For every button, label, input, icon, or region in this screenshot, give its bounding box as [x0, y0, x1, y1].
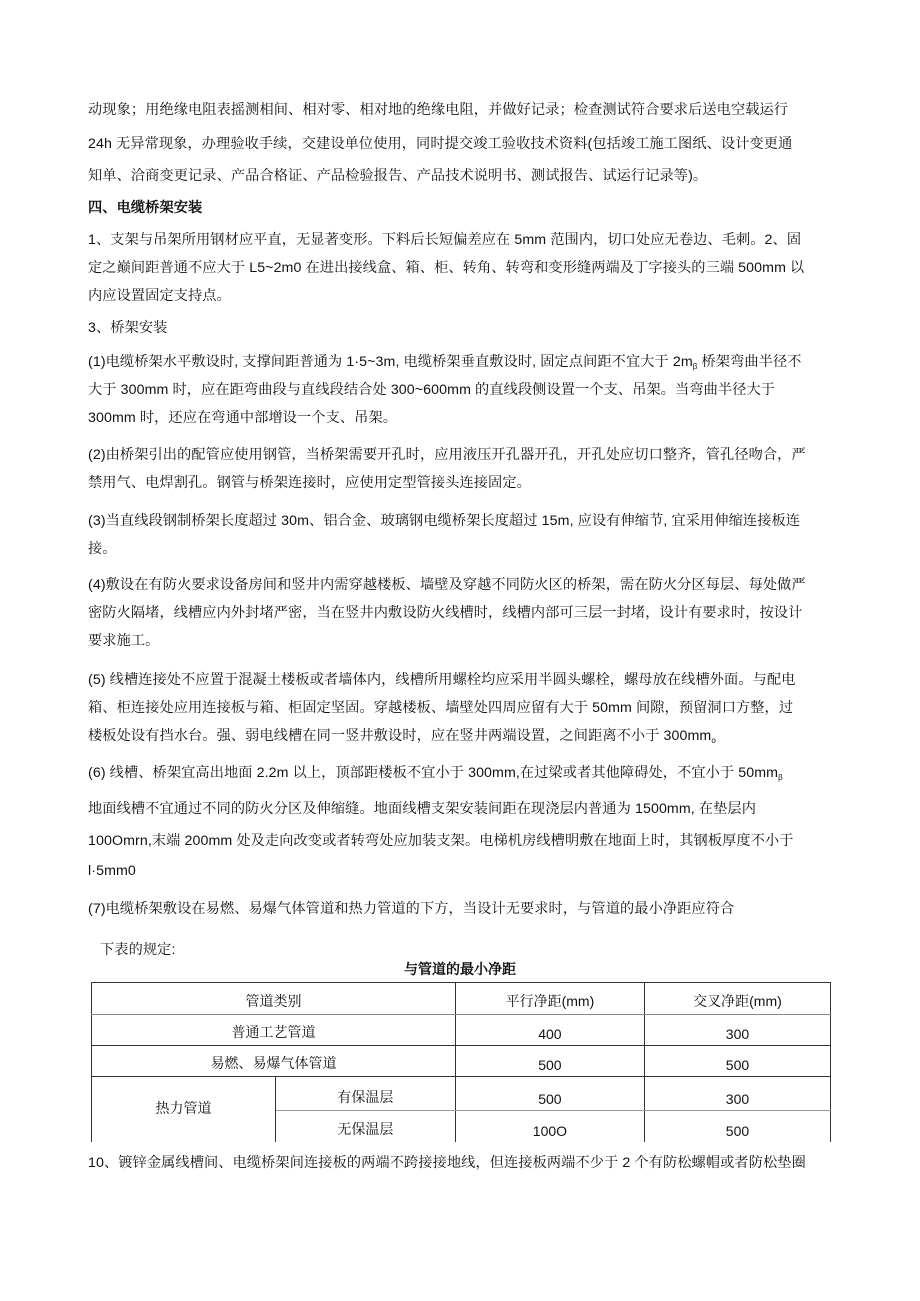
- subscript: o: [711, 736, 716, 745]
- header-parallel: 平行净距(mm): [455, 983, 644, 1015]
- para1-line-2: 大于 300mm 时，应在距弯曲段与直线段结合处 300~600mm 的直线段侧设置一个支、吊架。当弯曲半径大于: [88, 382, 776, 398]
- cell-category: 普通工艺管道: [92, 1015, 456, 1046]
- table-header-row: [92, 983, 831, 1015]
- subscript: β: [692, 362, 698, 371]
- table-intro: 下表的规定:: [100, 942, 176, 958]
- para7-line: (7)电缆桥架敷设在易燃、易爆气体管道和热力管道的下方，当设计无要求时，与管道的最小净距应符合: [88, 901, 735, 917]
- item10-line: 10、镀锌金属线槽间、电缆桥架间连接板的两端不跨接接地线，但连接板两端不少于 2 个有防松螺帽或者防松垫圈: [88, 1155, 806, 1171]
- intro-line-1: 动现象；用绝缘电阻表摇测相间、相对零、相对地的绝缘电阻，并做好记录；检查测试符合要求后送电空载运行: [88, 102, 789, 118]
- cell-parallel: 500: [455, 1046, 644, 1077]
- para1-line-3: 300mm 时，还应在弯通中部增设一个支、吊架。: [88, 410, 398, 426]
- cell-cross: 300: [644, 1015, 830, 1046]
- cell-subcategory: 无保温层: [275, 1111, 455, 1143]
- section-heading: 四、电缆桥架安装: [88, 200, 203, 216]
- cell-cross: 300: [644, 1077, 830, 1111]
- para5-text: 楼板处设有挡水台。强、弱电线槽在同一竖井敷设时，应在竖井两端设置，之间距离不小于 300mm: [88, 728, 712, 744]
- cell-group-category: 热力管道: [92, 1077, 276, 1143]
- intro-line-2: 24h 无异常现象，办理验收手续，交建设单位使用，同时提交竣工验收技术资料(包括竣工施工图纸、设计变更通: [88, 136, 793, 152]
- para1-text-after: 桥架弯曲半径不: [697, 354, 802, 370]
- para6-line-4: l·5mm0: [88, 863, 136, 879]
- intro-line-3: 知单、洽商变更记录、产品合格证、产品检验报告、产品技术说明书、测试报告、试运行记录等)。: [88, 168, 708, 184]
- cell-subcategory: 有保温层: [275, 1077, 455, 1111]
- item1-line-3: 内应设置固定支持点。: [88, 288, 231, 304]
- table-row: [92, 1015, 831, 1046]
- item3-heading: 3、桥架安装: [88, 320, 168, 336]
- para4-line-1: (4)敷设在有防火要求设备房间和竖井内需穿越楼板、墙壁及穿越不同防火区的桥架，需在防火分区每层、每处做严: [88, 577, 806, 593]
- table-row: [92, 1046, 831, 1077]
- para5-line-1: (5) 线槽连接处不应置于混凝土楼板或者墙体内，线槽所用螺栓均应采用半圆头螺栓，螺母放在线槽外面。与配电: [88, 672, 796, 688]
- para3-line-2: 接。: [88, 541, 117, 557]
- para4-line-3: 要求施工。: [88, 633, 160, 649]
- para2-line-1: (2)由桥架引出的配管应使用钢管，当桥架需要开孔时，应用液压开孔器开孔，开孔处应切口整齐，管孔径吻合，严: [88, 447, 806, 463]
- para3-line-1: (3)当直线段钢制桥架长度超过 30m、铝合金、玻璃钢电缆桥架长度超过 15m, 应设有伸缩节, 宜采用伸缩连接板连: [88, 513, 801, 529]
- cell-category: 易燃、易爆气体管道: [92, 1046, 456, 1077]
- para1-line-1: [88, 352, 802, 377]
- para1-text: (1)电缆桥架水平敷设时, 支撑间距普通为 1·5~3m, 电缆桥架垂直敷设时, 固定点间距不宜大于 2m: [88, 354, 693, 370]
- cell-cross: 500: [644, 1046, 830, 1077]
- table-row: [92, 1077, 831, 1111]
- item1-line-1: 1、支架与吊架所用钢材应平直，无显著变形。下料后长短偏差应在 5mm 范围内，切口处应无卷边、毛刺。2、固: [88, 232, 802, 248]
- para4-line-2: 密防火隔堵，线槽应内外封堵严密，当在竖井内敷设防火线槽时，线槽内部可三层一封堵，设计有要求时，按设计: [88, 605, 803, 621]
- header-cross: 交叉净距(mm): [644, 983, 830, 1015]
- table-title: 与管道的最小净距: [404, 961, 516, 977]
- para6-line-1: [88, 763, 783, 788]
- cell-cross: 500: [644, 1111, 830, 1143]
- subscript: β: [778, 773, 783, 782]
- cell-parallel: 100O: [455, 1111, 644, 1143]
- header-category: 管道类别: [92, 983, 456, 1015]
- para6-line-2: 地面线槽不宜通过不同的防火分区及伸缩缝。地面线槽支架安装间距在现浇层内普通为 1500mm, 在垫层内: [88, 801, 757, 817]
- para6-text: (6) 线槽、桥架宜高出地面 2.2m 以上，顶部距楼板不宜小于 300mm,在过梁或者其他障碍处，不宜小于 50mm: [88, 765, 779, 781]
- para5-line-2: 箱、柜连接处应用连接板与箱、柜固定坚固。穿越楼板、墙壁处四周应留有大于 50mm 间隙，预留洞口方整，过: [88, 700, 794, 716]
- item1-line-2: 定之巅间距普通不应大于 L5~2m0 在进出接线盒、箱、柜、转角、转弯和变形缝两端及丁字接头的三端 500mm 以: [88, 260, 805, 276]
- clearance-table: [91, 982, 831, 1142]
- cell-parallel: 400: [455, 1015, 644, 1046]
- para2-line-2: 禁用气、电焊割孔。钢管与桥架连接时，应使用定型管接头连接固定。: [88, 475, 531, 491]
- para5-line-3: [88, 726, 716, 751]
- cell-parallel: 500: [455, 1077, 644, 1111]
- para6-line-3: 100Omrn,末端 200mm 处及走向改变或者转弯处应加装支架。电梯机房线槽明敷在地面上时，其钢板厚度不小于: [88, 833, 794, 849]
